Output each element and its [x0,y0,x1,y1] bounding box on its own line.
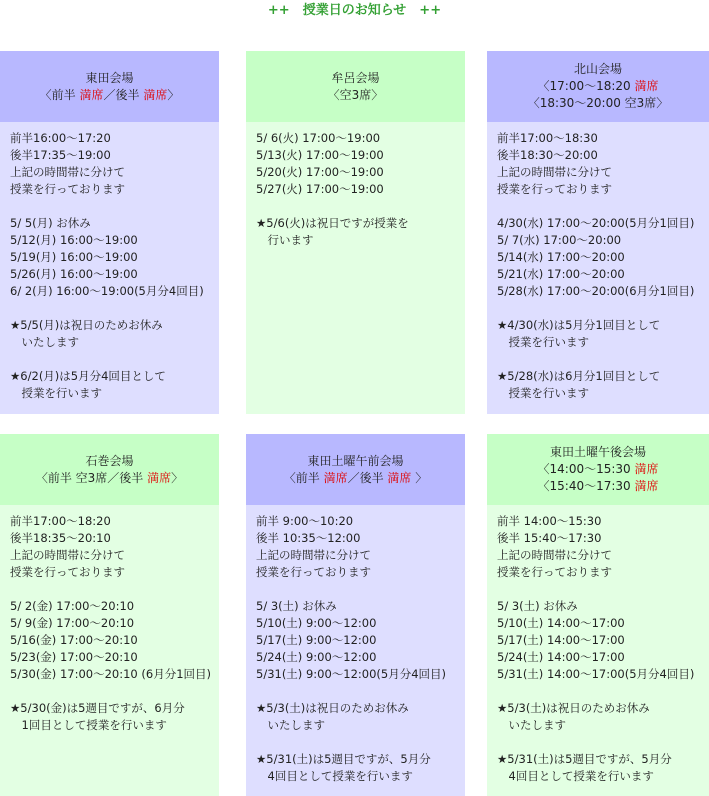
schedule-line [256,581,465,598]
full-badge: 満席 [634,79,659,93]
venue-card-header [487,51,709,122]
venue-card-header [0,51,219,122]
notice-line: ★5/31(土)は5週目ですが、5月分 [256,752,431,766]
schedule-line: 5/28(水) 17:00～20:00(6月分1回目) [497,284,695,298]
schedule-line: 後半18:35～20:10 [10,531,111,545]
schedule-line: 5/19(月) 16:00～19:00 [10,250,138,264]
header-text: 〉 [411,470,428,485]
schedule-line: 5/21(水) 17:00～20:00 [497,267,625,281]
schedule-line: 5/26(月) 16:00～19:00 [10,267,138,281]
venue-card-schedule [246,505,465,796]
schedule-line: 5/10(土) 9:00～12:00 [256,616,377,630]
schedule-line: 5/12(月) 16:00～19:00 [10,233,138,247]
schedule-line: 5/13(火) 17:00～19:00 [256,148,384,162]
notice-line: ★6/2(月)は5月分4回目として [10,369,166,383]
venue-name [574,61,622,78]
header-text: 東田土曜午前会場 [307,453,404,468]
schedule-line: 前半16:00～17:20 [10,131,111,145]
notice-line: ★5/5(月)は祝日のためお休み [10,318,163,332]
schedule-line [497,734,709,751]
schedule-line: 5/27(火) 17:00～19:00 [256,182,384,196]
page-title: ++ 授業日のお知らせ ++ [267,3,442,18]
schedule-line: 後半17:35～19:00 [10,148,111,162]
schedule-line: 5/ 3(土) お休み [497,599,578,613]
schedule-line: 前半 14:00～15:30 [497,514,602,528]
schedule-line [10,581,219,598]
header-text: 〈前半 空3席／後半 [35,470,148,485]
schedule-line: 授業を行っております [10,565,125,579]
header-text: 〈空3席〉 [327,87,384,102]
venue-name [85,453,133,470]
venue-card-kitayama [487,51,709,414]
venue-card-higashida [0,51,219,414]
full-badge: 満席 [143,87,168,102]
venue-card-schedule [0,122,219,414]
schedule-line: 後半 10:35～12:00 [256,531,361,545]
schedule-line: 授業を行っております [497,565,612,579]
schedule-line [497,198,709,215]
schedule-line: 5/ 2(金) 17:00～20:10 [10,599,135,613]
header-text: ／後半 [103,87,144,102]
header-text: 牟呂会場 [331,70,380,85]
schedule-line: 前半17:00～18:30 [497,131,598,145]
schedule-line: 5/24(土) 14:00～17:00 [497,650,625,664]
header-text: 〈前半 [283,470,324,485]
notice-line: ★4/30(水)は5月分1回目として [497,318,661,332]
schedule-line: 5/ 9(金) 17:00～20:10 [10,616,135,630]
schedule-line: 行います [256,233,314,247]
schedule-line [497,351,709,368]
header-text: 〈前半 [39,87,80,102]
header-text: 東田会場 [85,70,134,85]
schedule-line: 5/14(水) 17:00～20:00 [497,250,625,264]
schedule-line: 6/ 2(月) 16:00～19:00(5月分4回目) [10,284,204,298]
schedule-line: 授業を行っております [497,182,612,196]
seat-status [528,95,669,112]
venue-card-header [487,434,709,505]
schedule-line: 5/23(金) 17:00～20:10 [10,650,138,664]
seat-status [36,470,183,487]
schedule-line: 5/ 3(土) お休み [256,599,337,613]
schedule-line: 5/10(土) 14:00～17:00 [497,616,625,630]
venue-card-higashida-sat-pm [487,434,709,796]
schedule-line: 4回目として授業を行います [497,769,654,783]
seat-status [538,478,659,495]
notice-line: ★5/30(金)は5週目ですが、6月分 [10,701,185,715]
schedule-line: 5/17(土) 9:00～12:00 [256,633,377,647]
schedule-line: 5/31(土) 14:00～17:00(5月分4回目) [497,667,695,681]
schedule-line: 前半17:00～18:20 [10,514,111,528]
schedule-line: 上記の時間帯に分けて [10,548,125,562]
schedule-line: 上記の時間帯に分けて [497,548,612,562]
schedule-line: 授業を行っております [256,565,371,579]
schedule-line [497,300,709,317]
venue-card-schedule [0,505,219,796]
seat-status [40,87,180,104]
schedule-line: 上記の時間帯に分けて [256,548,371,562]
header-text: 北山会場 [573,62,622,76]
schedule-line [10,683,219,700]
schedule-line [10,300,219,317]
notice-line: ★5/3(土)は祝日のためお休み [497,701,650,715]
venue-card-muro [246,51,465,414]
schedule-line: 5/16(金) 17:00～20:10 [10,633,138,647]
schedule-line [256,734,465,751]
header-text: 〈14:00～15:30 [537,462,635,476]
schedule-line: 上記の時間帯に分けて [497,165,612,179]
full-badge: 満席 [79,87,104,102]
seat-status [538,461,659,478]
header-text: 東田土曜午後会場 [549,445,646,459]
venue-name [550,444,646,461]
schedule-line: 授業を行います [10,386,102,400]
schedule-line: 5/24(土) 9:00～12:00 [256,650,377,664]
schedule-line [10,351,219,368]
venue-name [331,70,379,87]
venue-card-header [0,434,219,505]
notice-line: ★5/6(火)は祝日ですが授業を [256,216,409,230]
schedule-line: 5/17(土) 14:00～17:00 [497,633,625,647]
venue-card-ishimaki [0,434,219,796]
full-badge: 満席 [634,462,659,476]
seat-status [284,470,428,487]
venue-card-schedule [246,122,465,414]
schedule-line [256,683,465,700]
schedule-line: 5/20(火) 17:00～19:00 [256,165,384,179]
header-text: 〉 [171,470,184,485]
schedule-line [256,198,465,215]
venue-name [307,453,403,470]
venue-card-header [246,51,465,122]
full-badge: 満席 [147,470,172,485]
seat-status [538,78,659,95]
schedule-line: 前半 9:00～10:20 [256,514,354,528]
full-badge: 満席 [323,470,348,485]
full-badge: 満席 [634,479,659,493]
notice-line: ★5/28(水)は6月分1回目として [497,369,661,383]
schedule-line: 5/ 5(月) お休み [10,216,91,230]
venue-card-higashida-sat-am [246,434,465,796]
schedule-line: 4回目として授業を行います [256,769,413,783]
schedule-line: 1回目として授業を行います [10,718,167,732]
venue-card-schedule [487,505,709,796]
schedule-line: 後半 15:40～17:30 [497,531,602,545]
full-badge: 満席 [387,470,412,485]
header-text: 〈18:30～20:00 空3席〉 [527,96,669,110]
venue-card-header [246,434,465,505]
seat-status [328,87,384,104]
schedule-line: 授業を行います [497,335,589,349]
schedule-line: 授業を行っております [10,182,125,196]
venue-card-schedule [487,122,709,414]
schedule-line: 5/ 7(水) 17:00～20:00 [497,233,622,247]
header-text: ／後半 [347,470,388,485]
schedule-line: 授業を行います [497,386,589,400]
schedule-line: 後半18:30～20:00 [497,148,598,162]
header-text: 石巻会場 [85,453,134,468]
venue-name [85,70,133,87]
schedule-line: いたします [256,718,325,732]
schedule-line: 4/30(水) 17:00～20:00(5月分1回目) [497,216,695,230]
schedule-line: いたします [497,718,566,732]
schedule-line: 5/ 6(火) 17:00～19:00 [256,131,381,145]
schedule-line: 5/30(金) 17:00～20:10 (6月分1回目) [10,667,211,681]
notice-line: ★5/3(土)は祝日のためお休み [256,701,409,715]
header-text: 〉 [167,87,180,102]
schedule-line: 5/31(土) 9:00～12:00(5月分4回目) [256,667,447,681]
schedule-line: 上記の時間帯に分けて [10,165,125,179]
header-text: 〈17:00～18:20 [537,79,635,93]
schedule-line [10,198,219,215]
header-text: 〈15:40～17:30 [537,479,635,493]
notice-line: ★5/31(土)は5週目ですが、5月分 [497,752,672,766]
schedule-line [497,581,709,598]
schedule-line [497,683,709,700]
schedule-line: いたします [10,335,79,349]
